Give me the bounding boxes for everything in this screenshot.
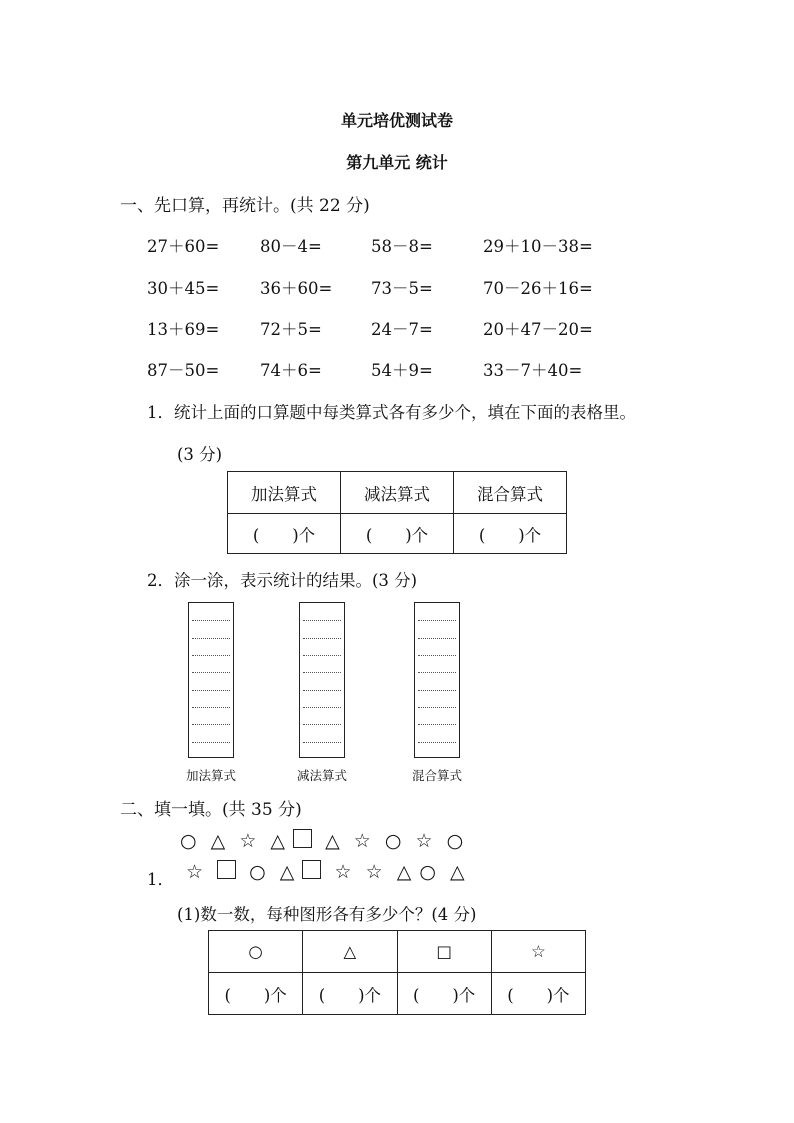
- triangle-icon: △: [279, 861, 296, 883]
- table-header: ☆: [491, 931, 585, 973]
- triangle-icon: △: [396, 861, 413, 883]
- answer-cell[interactable]: ( )个: [228, 514, 341, 554]
- circle-icon: ○: [419, 861, 437, 883]
- square-icon: [217, 860, 236, 879]
- table-header: ○: [209, 931, 303, 973]
- bar-subtraction[interactable]: [299, 602, 345, 758]
- bar-addition[interactable]: [188, 602, 234, 758]
- star-icon: ☆: [186, 861, 205, 883]
- triangle-icon: △: [210, 830, 227, 852]
- bar-division-line: [192, 707, 230, 708]
- equation: 58－8=: [371, 237, 433, 256]
- bar-division-line: [418, 742, 456, 743]
- bar-division-line: [192, 690, 230, 691]
- star-icon: ☆: [415, 830, 434, 852]
- triangle-icon: △: [325, 830, 341, 852]
- star-icon: ☆: [365, 861, 384, 883]
- bar-division-line: [303, 742, 341, 743]
- square-icon: [302, 860, 321, 879]
- bar-division-line: [303, 655, 341, 656]
- sub-question-1-text: (1)数一数，每种图形各有多少个？(4 分): [177, 905, 477, 924]
- answer-cell[interactable]: ( )个: [491, 973, 585, 1015]
- page-subtitle: 第九单元 统计: [346, 153, 448, 172]
- equation: 36＋60=: [260, 279, 333, 298]
- bar-division-line: [418, 724, 456, 725]
- answer-cell[interactable]: ( )个: [209, 973, 303, 1015]
- circle-icon: ○: [384, 830, 403, 852]
- bar-division-line: [192, 638, 230, 639]
- section2-heading: 二、填一填。(共 35 分): [120, 800, 302, 820]
- table-header: △: [303, 931, 397, 973]
- table-header: 加法算式: [228, 472, 341, 514]
- question-2-text: 2．涂一涂，表示统计的结果。(3 分): [147, 571, 418, 590]
- bar-division-line: [192, 672, 230, 673]
- bar-label: 混合算式: [411, 768, 462, 783]
- question-1-score: (3 分): [177, 445, 223, 464]
- equation: 54＋9=: [371, 361, 433, 380]
- equation: 80－4=: [260, 237, 322, 256]
- bar-division-line: [192, 655, 230, 656]
- star-icon: ☆: [239, 830, 258, 852]
- bar-division-line: [192, 742, 230, 743]
- equation: 33－7＋40=: [483, 361, 583, 380]
- equation: 74＋6=: [260, 361, 322, 380]
- bar-label: 加法算式: [185, 768, 236, 783]
- table-header: 减法算式: [341, 472, 454, 514]
- question-1-text: 1．统计上面的口算题中每类算式各有多少个，填在下面的表格里。: [147, 403, 636, 422]
- table-header: 混合算式: [454, 472, 567, 514]
- bar-division-line: [192, 620, 230, 621]
- equation: 13＋69=: [147, 320, 220, 339]
- equation: 27＋60=: [147, 237, 220, 256]
- shape-row-1: [180, 829, 470, 852]
- equation: 73－5=: [371, 279, 433, 298]
- bar-division-line: [303, 707, 341, 708]
- square-icon: [293, 829, 312, 848]
- equation: 24－7=: [371, 320, 433, 339]
- bar-division-line: [418, 672, 456, 673]
- count-table: [227, 471, 567, 554]
- bar-division-line: [418, 690, 456, 691]
- answer-cell[interactable]: ( )个: [303, 973, 397, 1015]
- bar-division-line: [418, 638, 456, 639]
- circle-icon: ○: [446, 830, 465, 852]
- question-number: 1．: [147, 870, 174, 889]
- bar-division-line: [418, 620, 456, 621]
- bar-division-line: [303, 620, 341, 621]
- equation: 87－50=: [147, 361, 220, 380]
- bar-division-line: [418, 707, 456, 708]
- answer-cell[interactable]: ( )个: [341, 514, 454, 554]
- equation: 30＋45=: [147, 279, 220, 298]
- equation: 29＋10－38=: [483, 237, 593, 256]
- equation: 70－26＋16=: [483, 279, 593, 298]
- bar-division-line: [303, 638, 341, 639]
- triangle-icon: △: [270, 830, 287, 852]
- equation: 72＋5=: [260, 320, 322, 339]
- table-header: □: [397, 931, 491, 973]
- shape-row-2: [186, 860, 472, 883]
- circle-icon: ○: [180, 830, 198, 852]
- bar-division-line: [192, 724, 230, 725]
- shape-count-table: [208, 930, 586, 1015]
- bar-mixed[interactable]: [414, 602, 460, 758]
- bar-division-line: [303, 724, 341, 725]
- triangle-icon: △: [450, 861, 466, 883]
- section1-heading: 一、先口算，再统计。(共 22 分): [120, 196, 370, 216]
- answer-cell[interactable]: ( )个: [397, 973, 491, 1015]
- star-icon: ☆: [353, 830, 372, 852]
- answer-cell[interactable]: ( )个: [454, 514, 567, 554]
- equation: 20＋47－20=: [483, 320, 593, 339]
- circle-icon: ○: [249, 861, 267, 883]
- bar-division-line: [303, 690, 341, 691]
- bar-division-line: [418, 655, 456, 656]
- star-icon: ☆: [334, 861, 353, 883]
- page-title: 单元培优测试卷: [340, 111, 453, 130]
- bar-label: 减法算式: [296, 768, 347, 783]
- bar-division-line: [303, 672, 341, 673]
